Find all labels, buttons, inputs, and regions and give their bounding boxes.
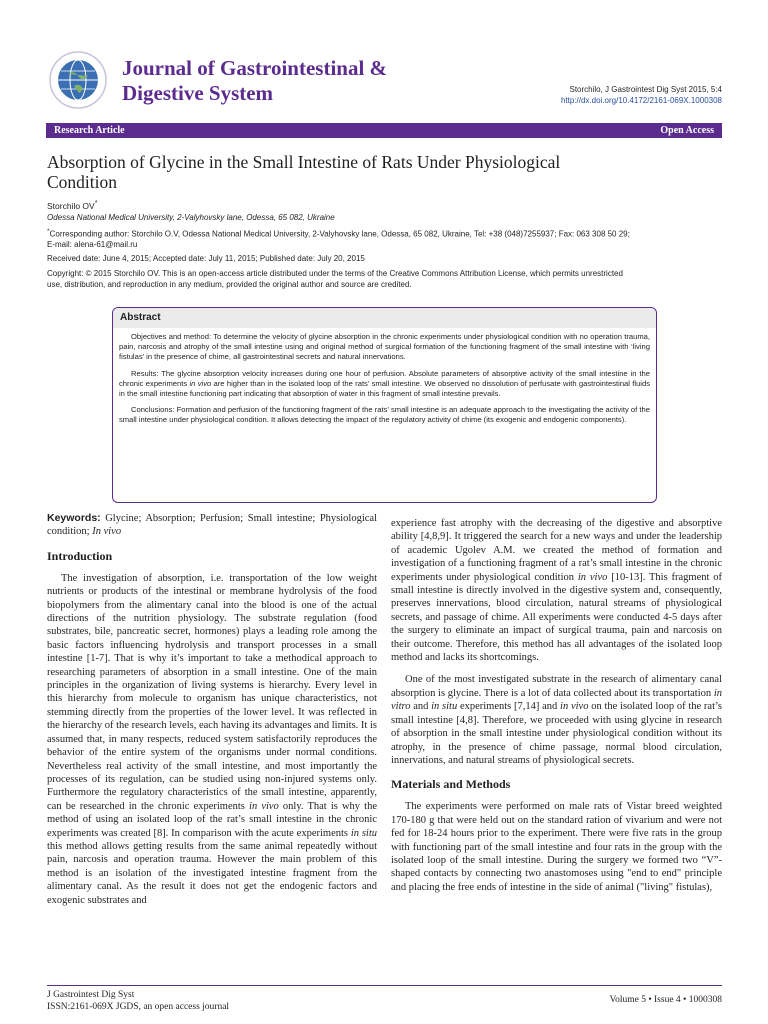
abstract-results: Results: The glycine absorption velocity increases during one hour of perfusion. Absolute parameters of absorptive activity of the small intestine in the chronic experiments in vivo are higher than in the isolated loop of the rats’ small intestine. We observed no dissolution of perfusate with gastrointestinal fluids in the small intestine functioning part indicating that absorption of water in this fragment of small intestine prevails.: [119, 368, 651, 399]
copyright-notice: [47, 269, 722, 290]
journal-title-line2: Digestive System: [122, 81, 274, 105]
footer-journal: J Gastrointest Dig Syst: [47, 990, 135, 1000]
article-title-line2: Condition: [47, 172, 118, 192]
author-mark: *: [94, 199, 98, 207]
footer-divider: [47, 985, 722, 986]
footer-issn: ISSN:2161-069X JGDS, an open access journal: [47, 1002, 230, 1012]
corr-email: E-mail: alena-61@mail.ru: [47, 240, 138, 250]
globe-logo-icon: [48, 50, 108, 110]
author-name: Storchilo OV: [47, 200, 95, 211]
introduction-heading: Introduction: [47, 548, 113, 563]
doi-link[interactable]: http://dx.doi.org/10.4172/2161-069X.1000308: [560, 96, 722, 105]
intro-paragraph-2: One of the most investigated substrate in the research of alimentary canal absorption is glycine. There is a lot of data collected about its transportation in vitro and in situ experiments [7,14] and in vivo on the isolated loop of the rat’s small intestine [4,8]. Therefore, we proceeded with using glycine in research of absorption in the small intestine under physiological condition without its atrophy, in the presence of chime passage, normal blood circulation, innervations, and natural streams of physiological secrets.: [391, 674, 722, 766]
abstract-conclusions: Conclusions: Formation and perfusion of the functioning fragment of the rats’ small intestine is an adequate approach to the investigating the activity of the small intestine under physiological condition. It allows detecting the impact of the regulatory activity of chime (its exogenic and endogenic components).: [119, 405, 650, 425]
footer-journal-info: [47, 989, 229, 1013]
abstract-box: [112, 307, 657, 503]
article-type-bar: [46, 123, 722, 138]
copyright-line1: Copyright: © 2015 Storchilo OV. This is an open-access article distributed under the terms of the Creative Commons Attribution License, which permits unrestricted: [47, 269, 623, 278]
abstract-objectives: Objectives and method: To determine the velocity of glycine absorption in the chronic experiments under physiological condition with no operation trauma, pain, narcosis and atrophy of the small intestine using and original method of surgical formation of the functioning fragment of the small intestine with ‘living fistulas’ in the presence of chime, all gastrointestinal secrets and natural innervations.: [119, 332, 650, 362]
keywords-label: Keywords:: [47, 512, 101, 524]
journal-title-line1: Journal of Gastrointestinal &: [122, 56, 388, 80]
journal-title: [122, 56, 387, 106]
corresponding-author: [47, 227, 722, 251]
intro-paragraph-1: The investigation of absorption, i.e. transportation of the low weight nutrients or products of the intestinal or membrane hydrolysis of the food biopolymers from the alimentary canal into the blood is one of the actual directions of the nutrition physiology. The substrate regulation (food substrates, bile, pancreatic secret, hormones) plays a leading role among the basic factors influencing hydrolysis and transport processes in a small intestine [1-7]. That is why it’s important to take a methodical approach to researching parameters of absorption in a small intestine. One of the main principles in the organization of living systems is hierarchy. Every level in this hierarchy from molecule to organism has unique characteristics, not stemming directly from the properties of the lower level. It was reflected in the hierarchy of the research levels, each having its advantages and limits. It is assumed that, in many respects, reduced system satisfactorily reproduces the behavior of the entire system of the organisms under normal conditions. Nevertheless real activity of the small intestine, and most importantly the processes of its regulation, can be studied using non-injured systems only. Furthermore the regulatory characteristics of the small intestine, apparently, can be researched in the chronic experiments in vivo only. That is why the method of using an isolated loop of the rat’s small intestine in the chronic experiments was created [8]. In comparison with the acute experiments in situ this method allows getting results from the same animal repeatedly without pain, narcosis and operation trauma. However the main problem of this method is an isolation of the investigated intestine fragment from the alimentary canal. As the result it does not get the endogenic factors and exogenic substrates and: [47, 572, 378, 906]
keywords: Keywords: Glycine; Absorption; Perfusion; Small intestine; Physiological condition; In vivo: [47, 512, 377, 538]
citation-text: Storchilo, J Gastrointest Dig Syst 2015, 5:4: [569, 85, 722, 94]
author-line: [47, 198, 722, 211]
body-right-column: [391, 517, 722, 894]
abstract-heading: Abstract: [113, 308, 656, 328]
corr-mark: *: [47, 228, 50, 235]
methods-heading: Materials and Methods: [391, 777, 511, 792]
citation-block: [561, 84, 722, 106]
corr-line1: Corresponding author: Storchilo O.V, Odessa National Medical University, 2-Valyhovsky lane, Odessa, 65 082, Ukraine, Tel: +38 (048)7255937; Fax: 063 308 50 29;: [49, 229, 630, 239]
copyright-line2: use, distribution, and reproduction in any medium, provided the original author and source are credited.: [47, 279, 412, 289]
article-type-label: Research Article: [54, 125, 125, 136]
article-dates: Received date: June 4, 2015; Accepted date: July 11, 2015; Published date: July 20, 2015: [47, 254, 365, 263]
open-access-label: Open Access: [660, 125, 714, 136]
footer-volume: Volume 5 • Issue 4 • 1000308: [609, 995, 722, 1005]
article-title: [47, 152, 722, 192]
body-left-column: [47, 512, 377, 907]
methods-paragraph-1: The experiments were performed on male rats of Vistar breed weighted 170-180 g that were held out on the standard ration of vivarium and were not fed for 18-24 hours prior to the experiment. There were five rats in the group with functioning part of the small intestine and four rats in the group with the isolated loop of the small intestine. During the surgery we formed two “V”-shaped contacts by connecting two anastomoses using "end to end" principle and placing the free ends of intestine in the side of animal ("living" fistulas),: [391, 801, 722, 893]
affiliation: Odessa National Medical University, 2-Valyhovsky lane, Odessa, 65 082, Ukraine: [47, 213, 335, 222]
intro-paragraph-1-cont: experience fast atrophy with the decreasing of the digestive and absorptive ability [4,8,9]. It triggered the search for a new ways and under the leadership of academic Ugolev A.M. we created the method of formation and investigation of a functioning fragment of a rat’s small intestine in the chronic experiments under physiological condition in vivo [10-13]. This fragment of small intestine is directly involved in the digestive system and, consequently, preserves innervations, blood circulation, natural streams of physiological secrets, and passage of chime. All experiments were conducted 4-5 days after the surgery to eliminate an impact of surgical trauma, pain and narcosis on their outcome. Therefore, this method has all advantages of the isolated loop method and lacks its shortcomings.: [391, 518, 723, 664]
article-title-line1: Absorption of Glycine in the Small Intestine of Rats Under Physiological: [47, 152, 561, 172]
